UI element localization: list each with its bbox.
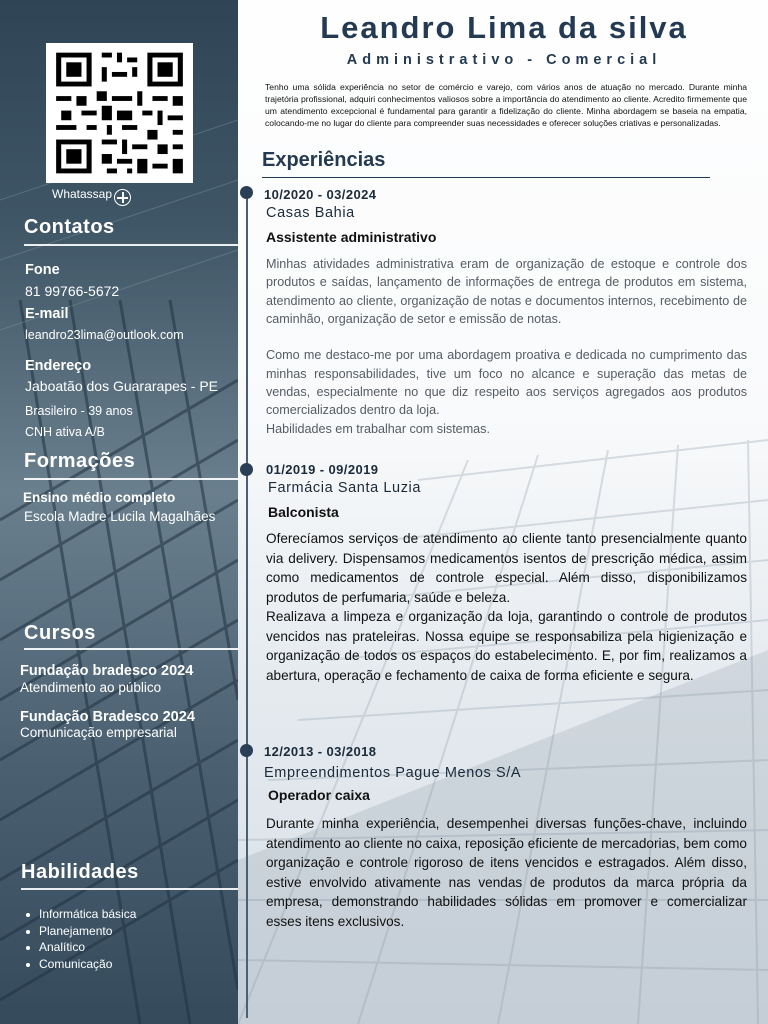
job-position: Operador caixa <box>268 787 370 803</box>
job-company: Casas Bahia <box>266 205 355 221</box>
job-company: Farmácia Santa Luzia <box>268 480 422 496</box>
skills-list <box>22 906 136 972</box>
timeline-dot <box>240 186 253 199</box>
contacts-heading: Contatos <box>24 216 115 238</box>
skill-item: Comunicação <box>22 956 136 973</box>
job-description: Oferecíamos serviços de atendimento ao cliente tanto presencialmente quanto via delivery. Dispensamos medicamentos isentos de prescrição médica, assim como medicamentos de controle especial. Além disso, disponibilizamos produtos de perfumaria, saúde e beleza. Realizava a limpeza e organização da loja, garantindo o controle de produtos vencidos nas prateleiras. Nossa equipe se responsabiliza pela higienização e organização de todos os espaços do estabelecimento. E, por fim, realizamos a abertura, operação e fechamento de caixa de forma eficiente e segura. <box>266 531 747 683</box>
skills-divider <box>21 888 238 890</box>
candidate-role: Administrativo - Comercial <box>346 52 662 68</box>
qr-code-icon <box>46 43 193 183</box>
job-description: Minhas atividades administrativa eram de organização de estoque e controle dos produtos e saídas, lançamento de informações de entrega de produtos em sistema, atendimento ao cliente, organização de notas e documentos internos, recebimento de caminhão, organização de setor e emissão de notas. Como me destaco-me por uma abordagem proativa e dedicada no cumprimento das minhas responsabilidades, tive um foco no alcance e superação das metas de vendas, especialmente no que diz respeito aos serviços agregados aos produtos comercializados dentro da loja. Habilidades em trabalhar com sistemas. <box>266 257 747 436</box>
contacts-divider <box>24 244 238 246</box>
address-text: Jaboatão dos Guararapes - PE <box>25 378 219 394</box>
job-period: 12/2013 - 03/2018 <box>264 744 377 759</box>
job-company: Empreendimentos Pague Menos S/A <box>264 765 522 781</box>
courses-heading: Cursos <box>24 622 96 644</box>
email-address[interactable]: leandro23lima@outlook.com <box>25 328 184 342</box>
candidate-name: Leandro Lima da silva <box>320 10 688 45</box>
nationality-age: Brasileiro - 39 anos <box>25 404 133 418</box>
education-divider <box>24 478 238 480</box>
phone-number[interactable]: 81 99766-5672 <box>25 283 120 299</box>
course-name: Comunicação empresarial <box>20 725 177 740</box>
job-period: 01/2019 - 09/2019 <box>266 462 379 477</box>
whatsapp-qr-code[interactable] <box>46 43 193 183</box>
skill-item: Informática básica <box>22 906 136 923</box>
add-circle-icon <box>114 189 131 206</box>
job-description: Durante minha experiência, desempenhei diversas funções-chave, incluindo atendimento ao cliente no caixa, reposição eficiente de mercadorias, bem como organização e controle rigoroso de itens vencidos e estragados. Além disso, estive envolvido ativamente nas vendas de produtos da marca própria da empresa, demonstrando habilidades sólidas em promover e comercializar esses itens exclusivos. <box>266 816 747 929</box>
course-institution: Fundação Bradesco 2024 <box>20 709 195 725</box>
address-label: Endereço <box>25 358 92 374</box>
course-institution: Fundação bradesco 2024 <box>20 663 194 679</box>
driver-license: CNH ativa A/B <box>25 425 105 439</box>
qr-caption <box>52 185 131 202</box>
education-school: Escola Madre Lucila Magalhães <box>24 509 216 524</box>
job-position: Balconista <box>268 504 339 520</box>
phone-label: Fone <box>25 262 60 278</box>
profile-summary: Tenho uma sólida experiência no setor de comércio e varejo, com vários anos de atuação no mercado. Durante minha trajetória profissional, adquiri conhecimentos valiosos sobre a importância do atendimento ao cliente. Acredito firmemente que um atendimento excepcional é fundamental para garantir a fidelização do cliente. Minha abordagem se baseia na empatia, colocando-me no lugar do cliente para compreender suas necessidades e oferecer soluções criativas e personalizadas. <box>265 82 747 129</box>
skills-heading: Habilidades <box>21 861 139 883</box>
experience-divider <box>262 177 710 178</box>
education-heading: Formações <box>24 450 136 472</box>
timeline-dot <box>240 463 253 476</box>
timeline-dot <box>240 744 253 757</box>
skill-item: Analítico <box>22 939 136 956</box>
courses-divider <box>24 648 238 650</box>
job-period: 10/2020 - 03/2024 <box>264 187 377 202</box>
course-name: Atendimento ao público <box>20 680 162 695</box>
skill-item: Planejamento <box>22 923 136 940</box>
experience-heading: Experiências <box>262 149 386 171</box>
qr-caption-text: Whatassap <box>52 186 113 201</box>
experience-timeline <box>246 192 248 1018</box>
email-label: E-mail <box>25 306 69 322</box>
education-degree: Ensino médio completo <box>23 490 176 505</box>
job-position: Assistente administrativo <box>266 229 437 245</box>
